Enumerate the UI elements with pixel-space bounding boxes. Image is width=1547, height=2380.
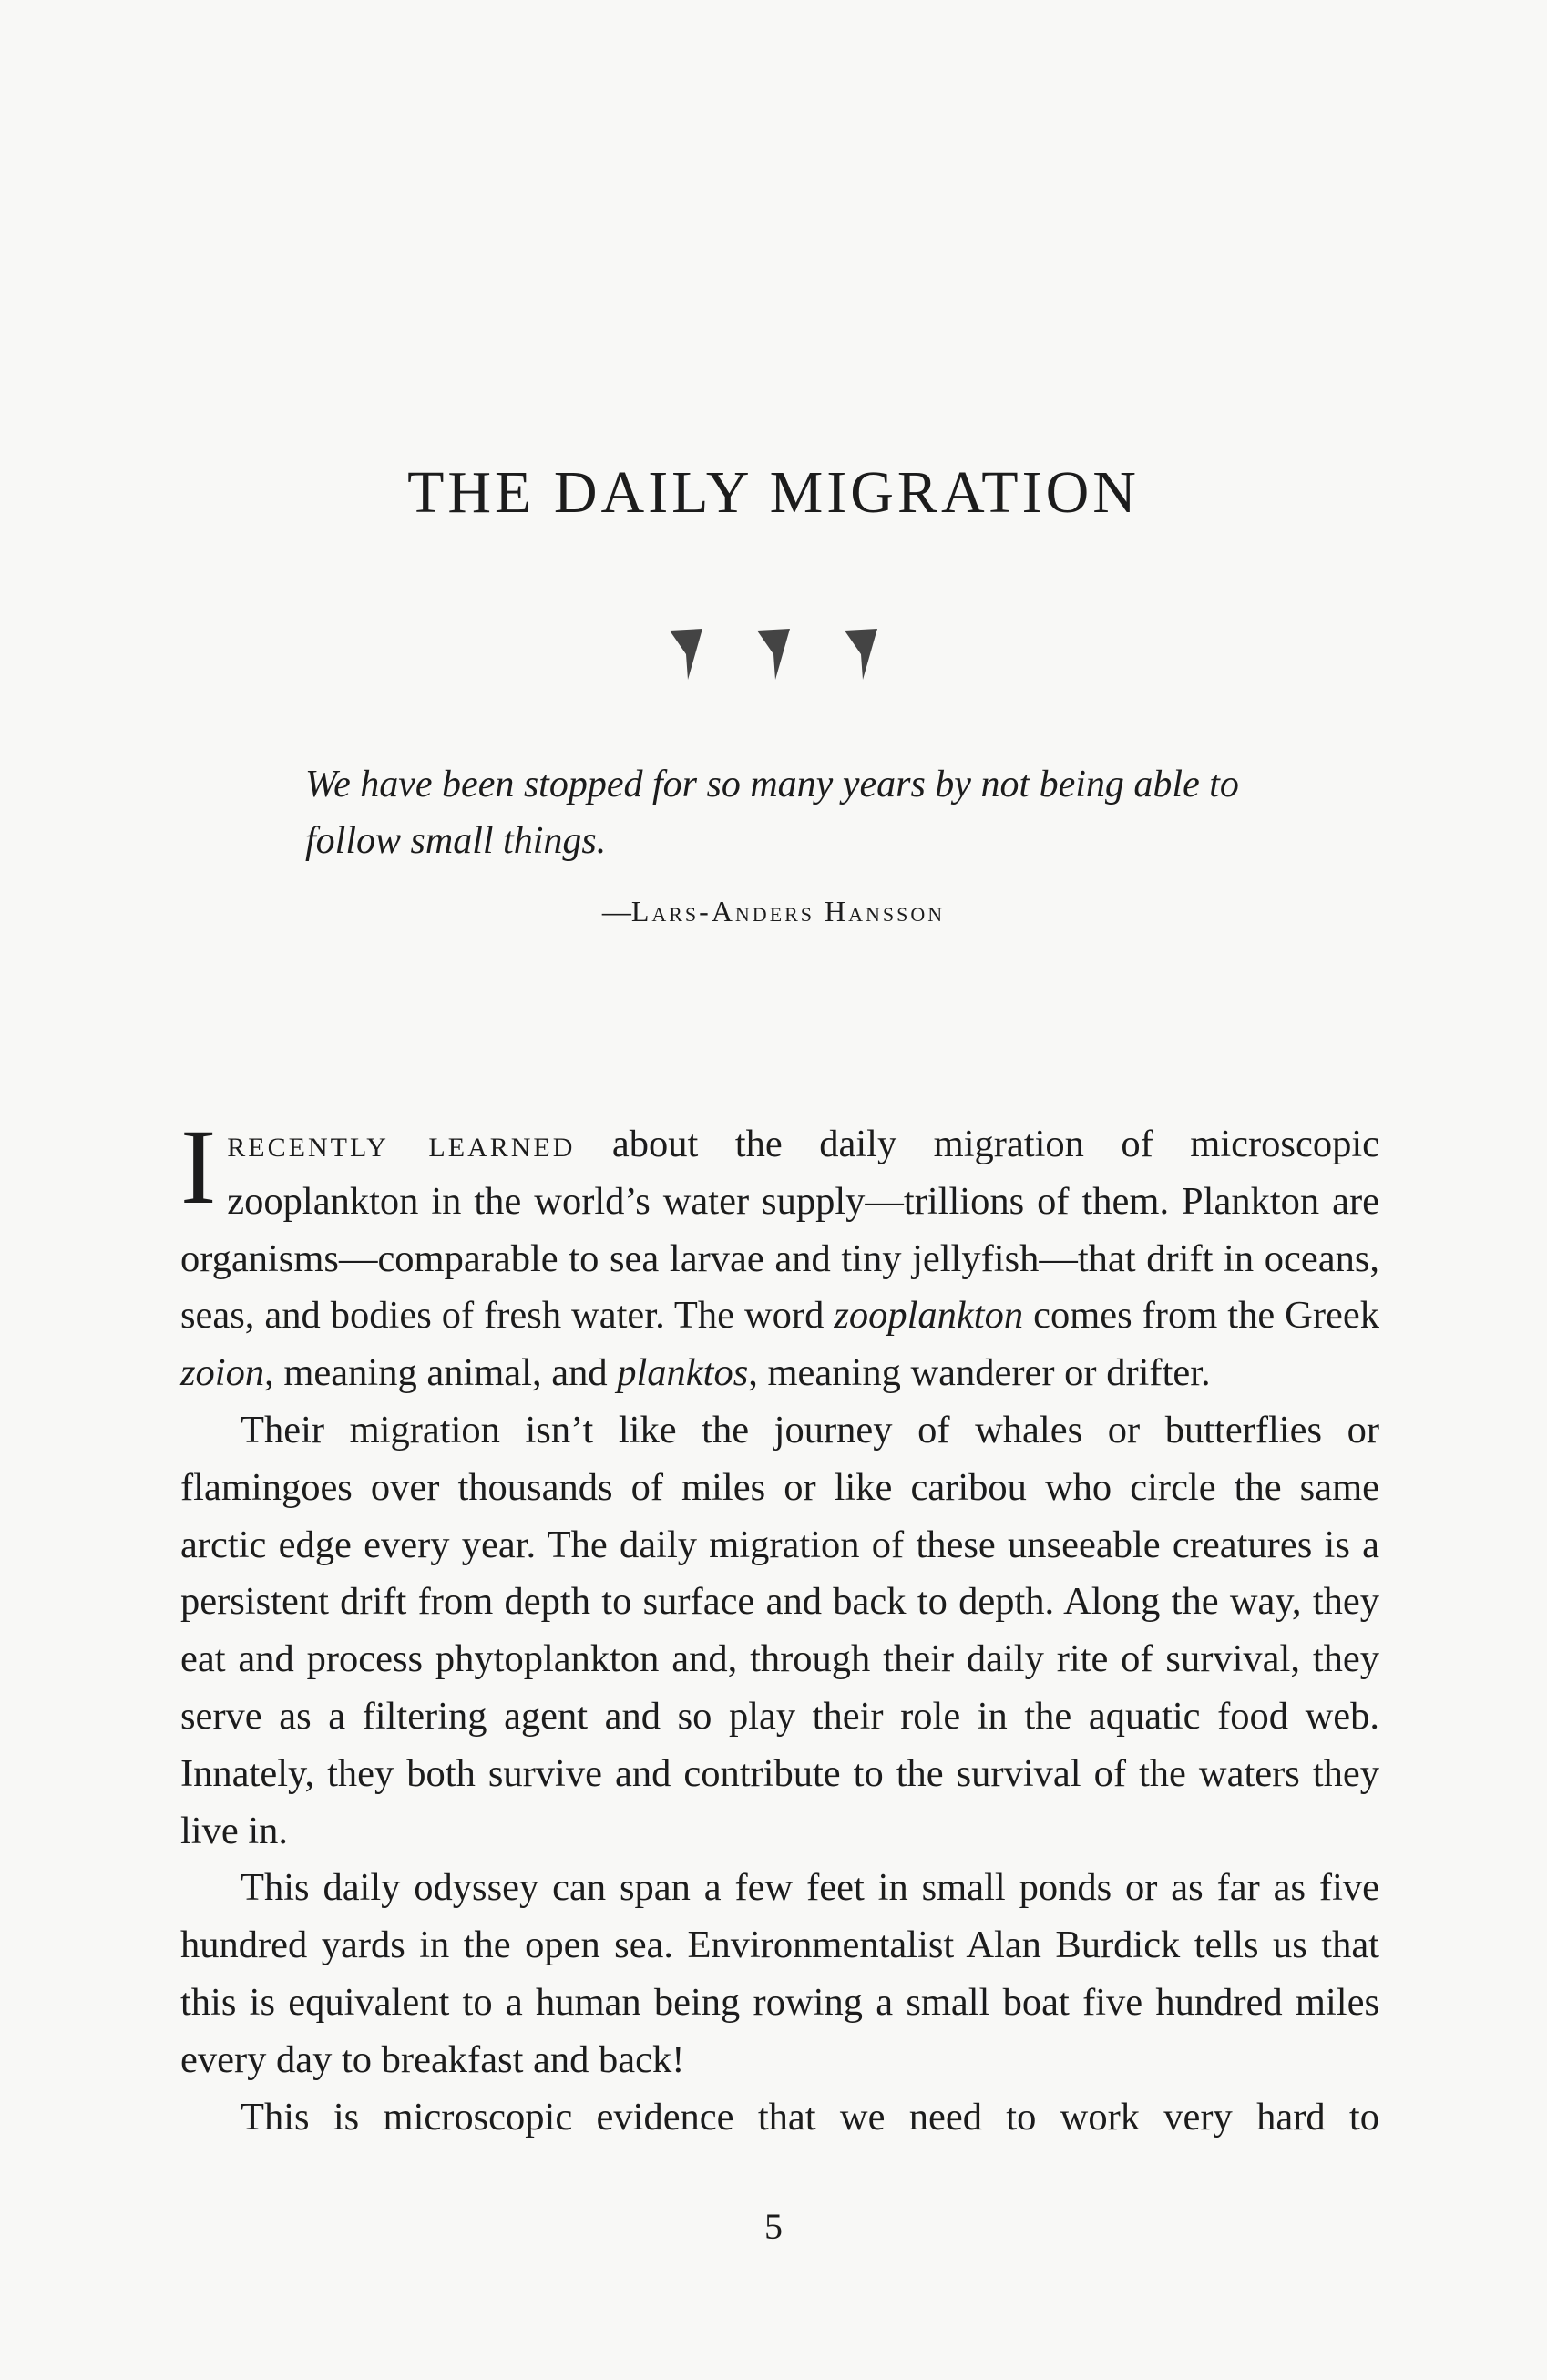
- epigraph-quote: We have been stopped for so many years by not being able to follow small things.: [305, 764, 1239, 862]
- body-paragraph: This is microscopic evidence that we need to work very hard to: [241, 2095, 1379, 2139]
- body-text-run: , meaning animal, and: [264, 1351, 618, 1395]
- small-caps-lead: recently learned: [227, 1123, 576, 1165]
- ornament-divider: [0, 627, 1547, 685]
- italic-term: zooplankton: [834, 1294, 1024, 1338]
- italic-term: zoion: [180, 1351, 265, 1395]
- body-paragraph: [180, 1107, 1379, 1402]
- body-paragraph: Their migration isn’t like the journey of whales or butterflies or flamingoes over thousands of miles or like caribou who circle the same arctic edge every year. The daily migration of these unseeable creatures is a persistent drift from depth to surface and back to depth. Along the way, they eat and process phytoplankton and, through their daily rite of survival, they serve as a filtering agent and so play their role in the aquatic food web. Innately, they both survive and contribute to the survival of the waters they live in.: [180, 1408, 1379, 1852]
- body-paragraph: This daily odyssey can span a few feet in small ponds or as far as five hundred yards in the open sea. Environmentalist Alan Burdick tells us that this is equivalent to a human being rowing a small boat five hundred miles every day to breakfast and back!: [180, 1866, 1379, 2081]
- epigraph-attribution: [0, 897, 1547, 926]
- body-text-run: about the daily migration of microscopic zooplankton in the world’s water supply—trillions of them. Plankton are organisms—comparable to sea larvae and tiny jellyfish—that drift in oceans, seas, and bodies of fresh water. The word: [180, 1123, 1379, 1338]
- body-text-run: , meaning wanderer or drifter.: [748, 1351, 1211, 1395]
- italic-term: planktos: [617, 1351, 749, 1395]
- chapter-title: THE DAILY MIGRATION: [407, 459, 1140, 526]
- body-text-run: comes from the Greek: [1023, 1294, 1379, 1338]
- attribution-dash: —: [601, 895, 631, 928]
- page-number: 5: [764, 2206, 783, 2247]
- attribution-author: Lars-Anders Hansson: [630, 895, 946, 928]
- arrowhead-ornament-icon: [668, 627, 704, 682]
- chapter-body: [180, 1107, 1379, 2146]
- arrowhead-ornament-icon: [755, 627, 792, 682]
- drop-cap: I: [180, 1107, 217, 1226]
- arrowhead-ornament-icon: [843, 627, 879, 682]
